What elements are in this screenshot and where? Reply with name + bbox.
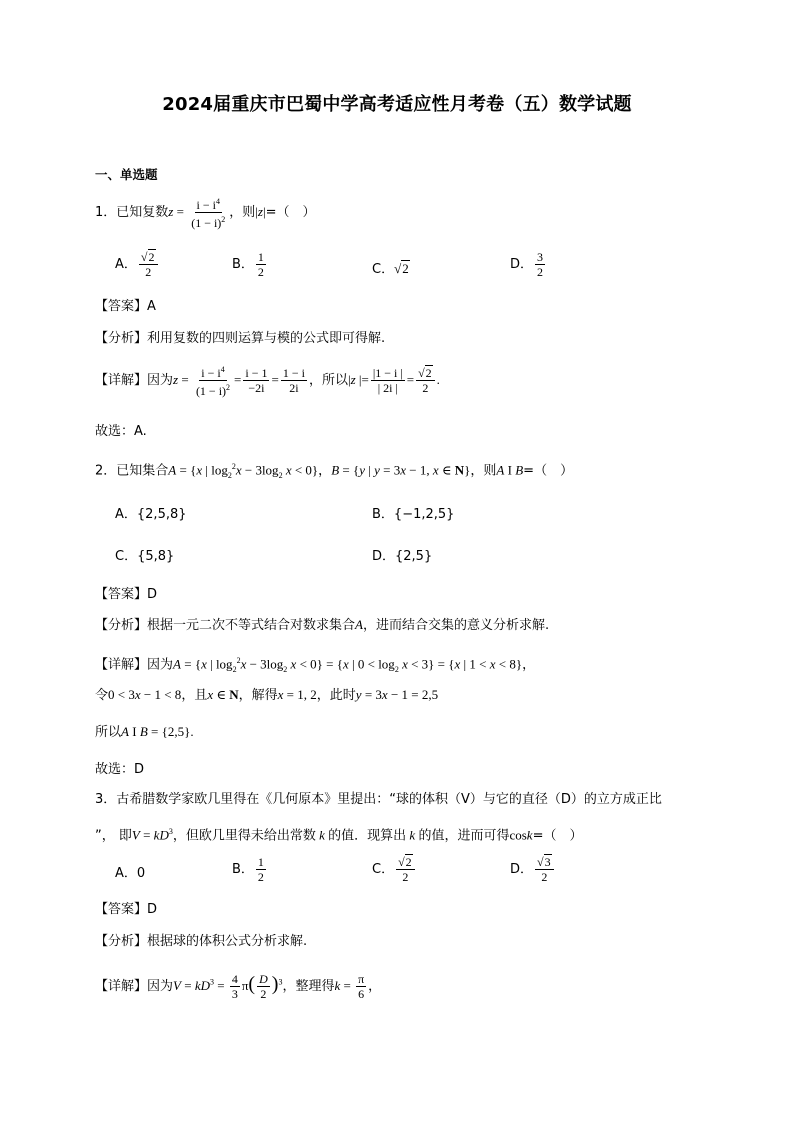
q1-detail: 【详解】因为z = $\frac{i - i^4}{(1 - i)^2}$ = $\frac{i - 1}{-2i}$ = $\frac{1 - i}{2i}$ ，所以|z |= $\frac{|1 - i |}{| 2i |}$ = $\frac{√2}{2}$ . — [95, 365, 440, 398]
q1-formula: $\frac{i - i^4}{(1 - i)^2}$ — [191, 197, 226, 230]
q2-detail: 【详解】因为A = {x | $\log_2^2x - 3\log_2$ x < 0} = {x | $0 < \log_2 x < 3\} = \{x$ | 1 < x < 8}， — [95, 656, 536, 674]
q2-analysis: 【分析】根据一元二次不等式结合对数求集合A，进而结合交集的意义分析求解. — [95, 617, 550, 633]
q1-option-a: A． $\frac{√2}{2}$ — [115, 250, 160, 279]
q2-option-a: A．{2,5,8} — [115, 507, 187, 522]
section-heading: 一、单选题 — [95, 167, 158, 182]
q2-option-d: D．{2,5} — [372, 549, 433, 564]
q2-detail-line-3: 所以A I B = {2,5}. — [95, 724, 194, 740]
question-1-stem: 1．已知复数z = $\frac{i - i^4}{(1 - i)^2}$ ，则|z|=（ ） — [95, 197, 316, 230]
question-2-stem: 2．已知集合A = {x | $\log_2^2x - 3\log_2$ x < 0}，B = {y | y = 3x − 1, x ∈ N}，则A I B=（ ） — [95, 462, 574, 480]
q3-option-d: D． $\frac{√3}{2}$ — [510, 855, 556, 884]
q3-option-c: C． $\frac{√2}{2}$ — [372, 855, 417, 884]
q1-number: 1． — [95, 205, 117, 220]
q2-choose: 故选：D — [95, 762, 145, 777]
q1-option-b: B． $\frac{1}{2}$ — [232, 250, 264, 279]
q3-option-b: B． $\frac{1}{2}$ — [232, 855, 264, 884]
q1-stem-text-3: =（ ） — [265, 205, 316, 220]
q3-analysis: 【分析】根据球的体积公式分析求解. — [95, 934, 308, 949]
q3-detail: 【详解】因为$V = kD^3$ = $\frac{4}{3}$ π( $\frac{D}{2}$ )$^3$，整理得k = $\frac{\pi}{6}$ ， — [95, 972, 382, 1001]
q3-answer: 【答案】D — [95, 902, 158, 917]
q1-stem-text-2: ，则 — [229, 205, 256, 220]
q1-answer: 【答案】A — [95, 299, 156, 314]
q2-detail-line-2: 令0 < 3x − 1 < 8，且x ∈ N，解得x = 1, 2，此时y = 3x − 1 = 2,5 — [95, 687, 439, 703]
page-title: 2024届重庆市巴蜀中学高考适应性月考卷（五）数学试题 — [162, 94, 632, 115]
q3-option-a: A．0 — [115, 866, 146, 881]
q1-choose: 故选：A. — [95, 424, 147, 439]
q1-stem-text: 已知复数 — [116, 205, 169, 220]
q2-option-b: B．{−1,2,5} — [372, 507, 455, 522]
q1-option-d: D． $\frac{3}{2}$ — [510, 250, 544, 279]
q1-option-c: C．√2 — [372, 261, 409, 277]
question-3-stem: 3．古希腊数学家欧几里得在《几何原本》里提出：“球的体积（V）与它的直径（D）的立方成正比 — [95, 792, 662, 807]
q2-answer: 【答案】D — [95, 587, 158, 602]
q1-analysis: 【分析】利用复数的四则运算与模的公式即可得解. — [95, 331, 386, 346]
question-3-stem-line-2: ”， 即$V = kD^3$，但欧几里得未给出常数 k 的值．现算出 k 的值，进而可得cosk=（ ） — [95, 827, 583, 844]
q2-option-c: C．{5,8} — [115, 549, 175, 564]
